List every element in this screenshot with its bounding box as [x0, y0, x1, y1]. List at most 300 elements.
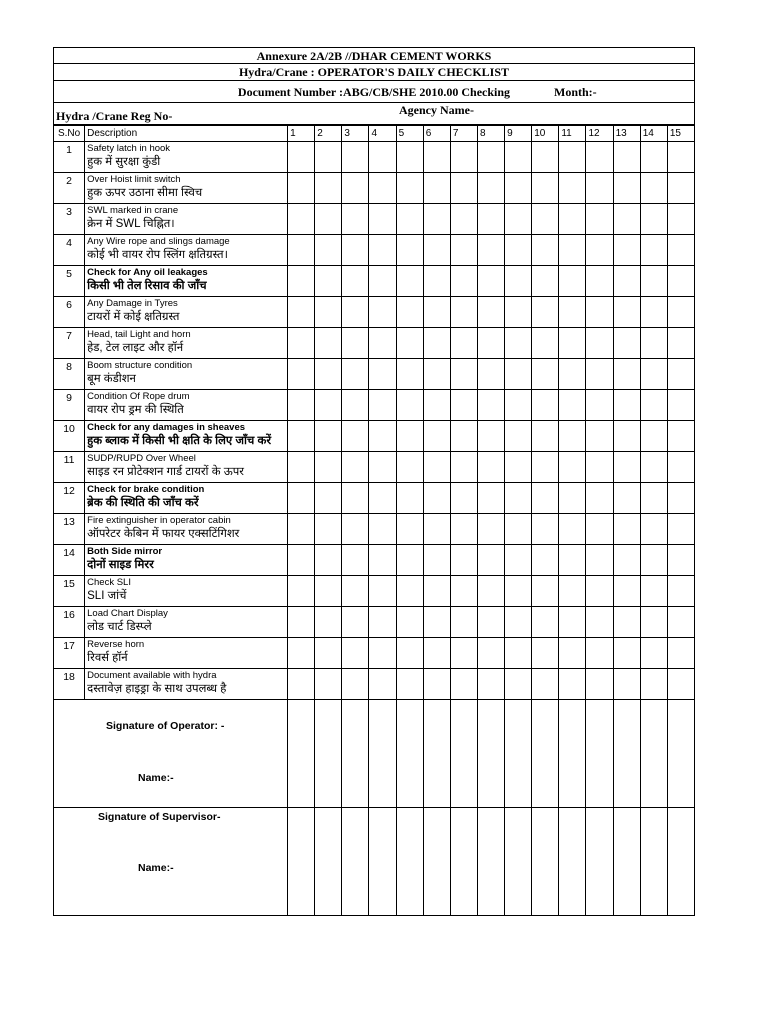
check-cell-day-15[interactable]: [667, 421, 694, 452]
supervisor-sign-cell-day-15[interactable]: [667, 808, 694, 916]
check-cell-day-6[interactable]: [423, 359, 450, 390]
check-cell-day-2[interactable]: [315, 328, 342, 359]
check-cell-day-3[interactable]: [342, 142, 369, 173]
check-cell-day-3[interactable]: [342, 545, 369, 576]
check-cell-day-10[interactable]: [532, 669, 559, 700]
check-cell-day-15[interactable]: [667, 142, 694, 173]
check-cell-day-7[interactable]: [450, 452, 477, 483]
operator-sign-cell-day-8[interactable]: [477, 700, 504, 808]
check-cell-day-9[interactable]: [505, 359, 532, 390]
check-cell-day-5[interactable]: [396, 421, 423, 452]
check-cell-day-1[interactable]: [288, 421, 315, 452]
check-cell-day-13[interactable]: [613, 545, 640, 576]
check-cell-day-7[interactable]: [450, 142, 477, 173]
check-cell-day-4[interactable]: [369, 297, 396, 328]
check-cell-day-1[interactable]: [288, 638, 315, 669]
check-cell-day-4[interactable]: [369, 266, 396, 297]
operator-sign-cell-day-9[interactable]: [505, 700, 532, 808]
supervisor-sign-cell-day-7[interactable]: [450, 808, 477, 916]
check-cell-day-8[interactable]: [477, 142, 504, 173]
check-cell-day-11[interactable]: [559, 669, 586, 700]
check-cell-day-6[interactable]: [423, 266, 450, 297]
check-cell-day-11[interactable]: [559, 235, 586, 266]
check-cell-day-2[interactable]: [315, 514, 342, 545]
supervisor-sign-cell-day-1[interactable]: [288, 808, 315, 916]
check-cell-day-3[interactable]: [342, 266, 369, 297]
check-cell-day-13[interactable]: [613, 514, 640, 545]
check-cell-day-6[interactable]: [423, 328, 450, 359]
check-cell-day-13[interactable]: [613, 204, 640, 235]
supervisor-signature-cell[interactable]: [54, 808, 288, 916]
check-cell-day-13[interactable]: [613, 390, 640, 421]
check-cell-day-8[interactable]: [477, 266, 504, 297]
check-cell-day-8[interactable]: [477, 297, 504, 328]
check-cell-day-3[interactable]: [342, 204, 369, 235]
check-cell-day-14[interactable]: [640, 390, 667, 421]
check-cell-day-3[interactable]: [342, 514, 369, 545]
check-cell-day-14[interactable]: [640, 669, 667, 700]
check-cell-day-11[interactable]: [559, 390, 586, 421]
check-cell-day-15[interactable]: [667, 328, 694, 359]
check-cell-day-11[interactable]: [559, 359, 586, 390]
check-cell-day-7[interactable]: [450, 235, 477, 266]
check-cell-day-14[interactable]: [640, 235, 667, 266]
supervisor-sign-cell-day-4[interactable]: [369, 808, 396, 916]
check-cell-day-15[interactable]: [667, 452, 694, 483]
check-cell-day-8[interactable]: [477, 359, 504, 390]
check-cell-day-15[interactable]: [667, 297, 694, 328]
check-cell-day-11[interactable]: [559, 142, 586, 173]
check-cell-day-12[interactable]: [586, 173, 613, 204]
check-cell-day-14[interactable]: [640, 483, 667, 514]
check-cell-day-1[interactable]: [288, 297, 315, 328]
check-cell-day-3[interactable]: [342, 173, 369, 204]
check-cell-day-8[interactable]: [477, 390, 504, 421]
supervisor-sign-cell-day-2[interactable]: [315, 808, 342, 916]
check-cell-day-13[interactable]: [613, 638, 640, 669]
check-cell-day-3[interactable]: [342, 235, 369, 266]
check-cell-day-3[interactable]: [342, 607, 369, 638]
check-cell-day-6[interactable]: [423, 235, 450, 266]
supervisor-sign-cell-day-10[interactable]: [532, 808, 559, 916]
check-cell-day-11[interactable]: [559, 328, 586, 359]
check-cell-day-10[interactable]: [532, 452, 559, 483]
check-cell-day-13[interactable]: [613, 235, 640, 266]
check-cell-day-4[interactable]: [369, 638, 396, 669]
operator-sign-cell-day-7[interactable]: [450, 700, 477, 808]
check-cell-day-4[interactable]: [369, 142, 396, 173]
check-cell-day-13[interactable]: [613, 607, 640, 638]
check-cell-day-2[interactable]: [315, 297, 342, 328]
check-cell-day-10[interactable]: [532, 638, 559, 669]
operator-sign-cell-day-11[interactable]: [559, 700, 586, 808]
check-cell-day-4[interactable]: [369, 235, 396, 266]
check-cell-day-11[interactable]: [559, 638, 586, 669]
check-cell-day-7[interactable]: [450, 669, 477, 700]
check-cell-day-1[interactable]: [288, 576, 315, 607]
check-cell-day-9[interactable]: [505, 204, 532, 235]
check-cell-day-7[interactable]: [450, 297, 477, 328]
check-cell-day-5[interactable]: [396, 390, 423, 421]
check-cell-day-12[interactable]: [586, 607, 613, 638]
check-cell-day-1[interactable]: [288, 235, 315, 266]
operator-sign-cell-day-3[interactable]: [342, 700, 369, 808]
check-cell-day-12[interactable]: [586, 483, 613, 514]
check-cell-day-1[interactable]: [288, 545, 315, 576]
check-cell-day-2[interactable]: [315, 545, 342, 576]
check-cell-day-5[interactable]: [396, 638, 423, 669]
check-cell-day-15[interactable]: [667, 607, 694, 638]
check-cell-day-5[interactable]: [396, 142, 423, 173]
check-cell-day-7[interactable]: [450, 545, 477, 576]
check-cell-day-6[interactable]: [423, 514, 450, 545]
check-cell-day-7[interactable]: [450, 483, 477, 514]
check-cell-day-4[interactable]: [369, 514, 396, 545]
check-cell-day-10[interactable]: [532, 514, 559, 545]
check-cell-day-4[interactable]: [369, 576, 396, 607]
check-cell-day-4[interactable]: [369, 390, 396, 421]
check-cell-day-9[interactable]: [505, 483, 532, 514]
check-cell-day-13[interactable]: [613, 266, 640, 297]
check-cell-day-2[interactable]: [315, 390, 342, 421]
check-cell-day-10[interactable]: [532, 297, 559, 328]
check-cell-day-14[interactable]: [640, 421, 667, 452]
check-cell-day-5[interactable]: [396, 576, 423, 607]
check-cell-day-12[interactable]: [586, 669, 613, 700]
check-cell-day-3[interactable]: [342, 669, 369, 700]
operator-sign-cell-day-5[interactable]: [396, 700, 423, 808]
check-cell-day-5[interactable]: [396, 173, 423, 204]
operator-sign-cell-day-15[interactable]: [667, 700, 694, 808]
check-cell-day-8[interactable]: [477, 669, 504, 700]
check-cell-day-1[interactable]: [288, 390, 315, 421]
check-cell-day-6[interactable]: [423, 297, 450, 328]
check-cell-day-5[interactable]: [396, 297, 423, 328]
check-cell-day-14[interactable]: [640, 607, 667, 638]
supervisor-sign-cell-day-8[interactable]: [477, 808, 504, 916]
check-cell-day-8[interactable]: [477, 514, 504, 545]
check-cell-day-11[interactable]: [559, 173, 586, 204]
check-cell-day-14[interactable]: [640, 204, 667, 235]
check-cell-day-13[interactable]: [613, 669, 640, 700]
check-cell-day-9[interactable]: [505, 390, 532, 421]
check-cell-day-7[interactable]: [450, 607, 477, 638]
check-cell-day-1[interactable]: [288, 266, 315, 297]
supervisor-sign-cell-day-13[interactable]: [613, 808, 640, 916]
check-cell-day-9[interactable]: [505, 235, 532, 266]
check-cell-day-8[interactable]: [477, 483, 504, 514]
check-cell-day-7[interactable]: [450, 576, 477, 607]
check-cell-day-12[interactable]: [586, 235, 613, 266]
check-cell-day-5[interactable]: [396, 359, 423, 390]
check-cell-day-2[interactable]: [315, 359, 342, 390]
check-cell-day-5[interactable]: [396, 669, 423, 700]
check-cell-day-2[interactable]: [315, 421, 342, 452]
check-cell-day-12[interactable]: [586, 638, 613, 669]
supervisor-sign-cell-day-11[interactable]: [559, 808, 586, 916]
check-cell-day-9[interactable]: [505, 545, 532, 576]
check-cell-day-4[interactable]: [369, 421, 396, 452]
check-cell-day-15[interactable]: [667, 545, 694, 576]
check-cell-day-15[interactable]: [667, 266, 694, 297]
check-cell-day-2[interactable]: [315, 607, 342, 638]
check-cell-day-2[interactable]: [315, 483, 342, 514]
check-cell-day-15[interactable]: [667, 204, 694, 235]
check-cell-day-15[interactable]: [667, 390, 694, 421]
check-cell-day-2[interactable]: [315, 142, 342, 173]
check-cell-day-10[interactable]: [532, 328, 559, 359]
check-cell-day-14[interactable]: [640, 297, 667, 328]
check-cell-day-13[interactable]: [613, 421, 640, 452]
check-cell-day-7[interactable]: [450, 266, 477, 297]
check-cell-day-10[interactable]: [532, 607, 559, 638]
check-cell-day-11[interactable]: [559, 421, 586, 452]
check-cell-day-7[interactable]: [450, 421, 477, 452]
check-cell-day-6[interactable]: [423, 669, 450, 700]
check-cell-day-13[interactable]: [613, 359, 640, 390]
check-cell-day-14[interactable]: [640, 173, 667, 204]
supervisor-sign-cell-day-9[interactable]: [505, 808, 532, 916]
check-cell-day-11[interactable]: [559, 483, 586, 514]
check-cell-day-12[interactable]: [586, 545, 613, 576]
check-cell-day-4[interactable]: [369, 607, 396, 638]
check-cell-day-4[interactable]: [369, 545, 396, 576]
check-cell-day-5[interactable]: [396, 545, 423, 576]
operator-sign-cell-day-2[interactable]: [315, 700, 342, 808]
check-cell-day-10[interactable]: [532, 576, 559, 607]
check-cell-day-7[interactable]: [450, 390, 477, 421]
supervisor-sign-cell-day-6[interactable]: [423, 808, 450, 916]
operator-sign-cell-day-12[interactable]: [586, 700, 613, 808]
check-cell-day-1[interactable]: [288, 607, 315, 638]
check-cell-day-9[interactable]: [505, 514, 532, 545]
check-cell-day-11[interactable]: [559, 452, 586, 483]
check-cell-day-12[interactable]: [586, 204, 613, 235]
operator-sign-cell-day-1[interactable]: [288, 700, 315, 808]
check-cell-day-1[interactable]: [288, 204, 315, 235]
check-cell-day-3[interactable]: [342, 483, 369, 514]
check-cell-day-11[interactable]: [559, 607, 586, 638]
check-cell-day-6[interactable]: [423, 638, 450, 669]
check-cell-day-4[interactable]: [369, 328, 396, 359]
check-cell-day-3[interactable]: [342, 638, 369, 669]
check-cell-day-4[interactable]: [369, 173, 396, 204]
check-cell-day-1[interactable]: [288, 483, 315, 514]
check-cell-day-3[interactable]: [342, 297, 369, 328]
check-cell-day-10[interactable]: [532, 173, 559, 204]
check-cell-day-1[interactable]: [288, 359, 315, 390]
check-cell-day-12[interactable]: [586, 421, 613, 452]
check-cell-day-10[interactable]: [532, 266, 559, 297]
check-cell-day-14[interactable]: [640, 452, 667, 483]
check-cell-day-8[interactable]: [477, 545, 504, 576]
check-cell-day-11[interactable]: [559, 266, 586, 297]
check-cell-day-14[interactable]: [640, 328, 667, 359]
check-cell-day-15[interactable]: [667, 669, 694, 700]
check-cell-day-2[interactable]: [315, 235, 342, 266]
check-cell-day-5[interactable]: [396, 607, 423, 638]
check-cell-day-6[interactable]: [423, 204, 450, 235]
check-cell-day-13[interactable]: [613, 142, 640, 173]
check-cell-day-9[interactable]: [505, 576, 532, 607]
check-cell-day-14[interactable]: [640, 576, 667, 607]
check-cell-day-6[interactable]: [423, 607, 450, 638]
check-cell-day-14[interactable]: [640, 359, 667, 390]
supervisor-sign-cell-day-14[interactable]: [640, 808, 667, 916]
check-cell-day-5[interactable]: [396, 204, 423, 235]
check-cell-day-6[interactable]: [423, 421, 450, 452]
check-cell-day-6[interactable]: [423, 142, 450, 173]
check-cell-day-9[interactable]: [505, 266, 532, 297]
check-cell-day-2[interactable]: [315, 638, 342, 669]
check-cell-day-2[interactable]: [315, 576, 342, 607]
check-cell-day-1[interactable]: [288, 173, 315, 204]
operator-signature-cell[interactable]: [54, 700, 288, 808]
operator-sign-cell-day-4[interactable]: [369, 700, 396, 808]
check-cell-day-1[interactable]: [288, 328, 315, 359]
check-cell-day-4[interactable]: [369, 669, 396, 700]
check-cell-day-14[interactable]: [640, 266, 667, 297]
operator-sign-cell-day-10[interactable]: [532, 700, 559, 808]
check-cell-day-2[interactable]: [315, 452, 342, 483]
check-cell-day-8[interactable]: [477, 452, 504, 483]
check-cell-day-1[interactable]: [288, 669, 315, 700]
check-cell-day-11[interactable]: [559, 514, 586, 545]
check-cell-day-15[interactable]: [667, 483, 694, 514]
check-cell-day-9[interactable]: [505, 328, 532, 359]
supervisor-sign-cell-day-3[interactable]: [342, 808, 369, 916]
check-cell-day-14[interactable]: [640, 638, 667, 669]
check-cell-day-6[interactable]: [423, 390, 450, 421]
check-cell-day-8[interactable]: [477, 607, 504, 638]
check-cell-day-6[interactable]: [423, 545, 450, 576]
check-cell-day-13[interactable]: [613, 297, 640, 328]
check-cell-day-10[interactable]: [532, 421, 559, 452]
check-cell-day-12[interactable]: [586, 390, 613, 421]
check-cell-day-7[interactable]: [450, 204, 477, 235]
check-cell-day-8[interactable]: [477, 638, 504, 669]
check-cell-day-10[interactable]: [532, 142, 559, 173]
check-cell-day-13[interactable]: [613, 483, 640, 514]
check-cell-day-3[interactable]: [342, 576, 369, 607]
check-cell-day-12[interactable]: [586, 576, 613, 607]
check-cell-day-11[interactable]: [559, 576, 586, 607]
check-cell-day-8[interactable]: [477, 204, 504, 235]
check-cell-day-2[interactable]: [315, 204, 342, 235]
operator-sign-cell-day-14[interactable]: [640, 700, 667, 808]
check-cell-day-8[interactable]: [477, 235, 504, 266]
check-cell-day-3[interactable]: [342, 359, 369, 390]
check-cell-day-9[interactable]: [505, 607, 532, 638]
check-cell-day-6[interactable]: [423, 483, 450, 514]
check-cell-day-11[interactable]: [559, 545, 586, 576]
check-cell-day-12[interactable]: [586, 328, 613, 359]
check-cell-day-11[interactable]: [559, 204, 586, 235]
check-cell-day-1[interactable]: [288, 514, 315, 545]
check-cell-day-8[interactable]: [477, 421, 504, 452]
check-cell-day-9[interactable]: [505, 638, 532, 669]
check-cell-day-9[interactable]: [505, 421, 532, 452]
check-cell-day-2[interactable]: [315, 669, 342, 700]
check-cell-day-9[interactable]: [505, 297, 532, 328]
check-cell-day-10[interactable]: [532, 483, 559, 514]
check-cell-day-12[interactable]: [586, 452, 613, 483]
supervisor-sign-cell-day-5[interactable]: [396, 808, 423, 916]
check-cell-day-2[interactable]: [315, 266, 342, 297]
check-cell-day-10[interactable]: [532, 359, 559, 390]
check-cell-day-6[interactable]: [423, 452, 450, 483]
check-cell-day-13[interactable]: [613, 576, 640, 607]
check-cell-day-9[interactable]: [505, 142, 532, 173]
check-cell-day-10[interactable]: [532, 204, 559, 235]
check-cell-day-11[interactable]: [559, 297, 586, 328]
check-cell-day-1[interactable]: [288, 142, 315, 173]
operator-sign-cell-day-13[interactable]: [613, 700, 640, 808]
check-cell-day-15[interactable]: [667, 359, 694, 390]
check-cell-day-10[interactable]: [532, 390, 559, 421]
check-cell-day-3[interactable]: [342, 328, 369, 359]
check-cell-day-2[interactable]: [315, 173, 342, 204]
check-cell-day-5[interactable]: [396, 235, 423, 266]
check-cell-day-8[interactable]: [477, 576, 504, 607]
check-cell-day-5[interactable]: [396, 266, 423, 297]
check-cell-day-10[interactable]: [532, 545, 559, 576]
check-cell-day-15[interactable]: [667, 173, 694, 204]
check-cell-day-9[interactable]: [505, 173, 532, 204]
check-cell-day-10[interactable]: [532, 235, 559, 266]
check-cell-day-14[interactable]: [640, 514, 667, 545]
check-cell-day-7[interactable]: [450, 514, 477, 545]
check-cell-day-7[interactable]: [450, 173, 477, 204]
check-cell-day-4[interactable]: [369, 359, 396, 390]
check-cell-day-4[interactable]: [369, 483, 396, 514]
check-cell-day-4[interactable]: [369, 452, 396, 483]
check-cell-day-8[interactable]: [477, 173, 504, 204]
check-cell-day-6[interactable]: [423, 173, 450, 204]
operator-sign-cell-day-6[interactable]: [423, 700, 450, 808]
check-cell-day-12[interactable]: [586, 142, 613, 173]
check-cell-day-15[interactable]: [667, 514, 694, 545]
check-cell-day-12[interactable]: [586, 514, 613, 545]
check-cell-day-5[interactable]: [396, 452, 423, 483]
check-cell-day-15[interactable]: [667, 235, 694, 266]
check-cell-day-5[interactable]: [396, 328, 423, 359]
check-cell-day-8[interactable]: [477, 328, 504, 359]
check-cell-day-14[interactable]: [640, 142, 667, 173]
check-cell-day-9[interactable]: [505, 452, 532, 483]
supervisor-sign-cell-day-12[interactable]: [586, 808, 613, 916]
check-cell-day-3[interactable]: [342, 421, 369, 452]
check-cell-day-15[interactable]: [667, 638, 694, 669]
check-cell-day-13[interactable]: [613, 328, 640, 359]
check-cell-day-5[interactable]: [396, 514, 423, 545]
check-cell-day-12[interactable]: [586, 297, 613, 328]
check-cell-day-7[interactable]: [450, 638, 477, 669]
check-cell-day-1[interactable]: [288, 452, 315, 483]
check-cell-day-14[interactable]: [640, 545, 667, 576]
check-cell-day-13[interactable]: [613, 452, 640, 483]
check-cell-day-7[interactable]: [450, 359, 477, 390]
check-cell-day-3[interactable]: [342, 390, 369, 421]
check-cell-day-7[interactable]: [450, 328, 477, 359]
check-cell-day-12[interactable]: [586, 266, 613, 297]
check-cell-day-5[interactable]: [396, 483, 423, 514]
check-cell-day-15[interactable]: [667, 576, 694, 607]
check-cell-day-3[interactable]: [342, 452, 369, 483]
check-cell-day-13[interactable]: [613, 173, 640, 204]
check-cell-day-9[interactable]: [505, 669, 532, 700]
check-cell-day-12[interactable]: [586, 359, 613, 390]
